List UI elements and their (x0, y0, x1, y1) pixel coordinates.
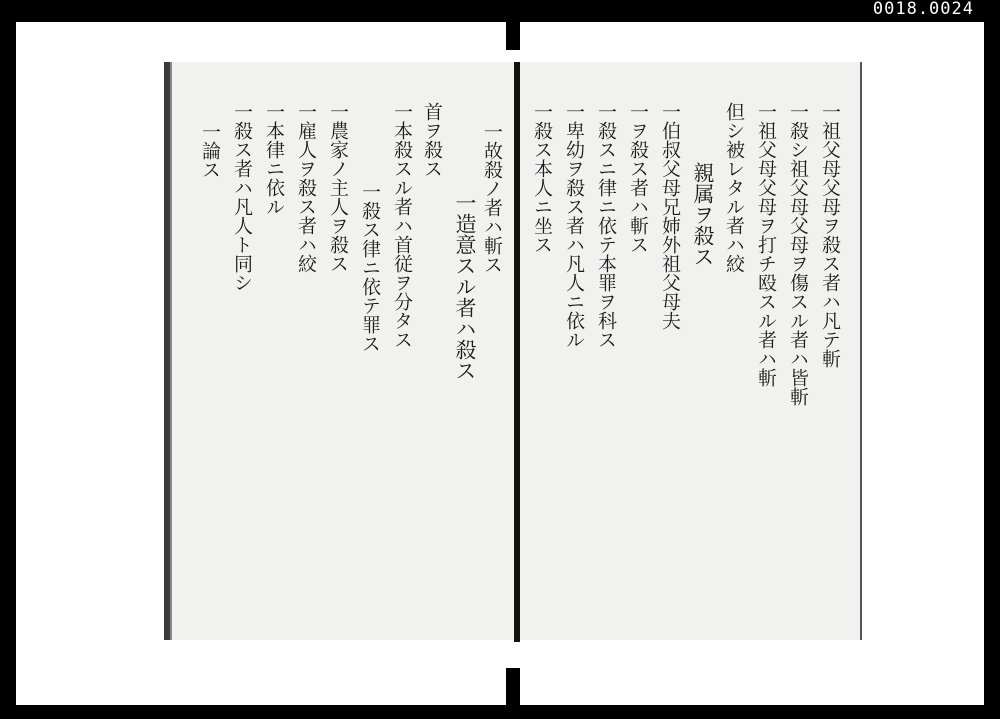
right-column-5: 親属ヲ殺ス (691, 162, 715, 267)
right-column-10: 一殺ス本人ニ坐ス (531, 102, 553, 254)
right-column-8: 一殺スニ律ニ依テ本罪ヲ科ス (595, 102, 617, 349)
left-column-7: 一雇人ヲ殺ス者ハ絞 (295, 102, 317, 273)
left-column-2: 一造意スル者ハ殺ス (453, 192, 477, 381)
left-column-5: 一殺ス律ニ依テ罪ス (359, 182, 381, 353)
film-gap-top (506, 22, 520, 50)
right-page (520, 62, 862, 640)
left-column-4: 一本殺スル者ハ首従ヲ分タス (391, 102, 413, 349)
right-column-6: 一伯叔父母兄姉外祖父母夫 (659, 102, 681, 330)
right-column-7: 一ヲ殺ス者ハ斬ス (627, 102, 649, 254)
open-book (164, 62, 864, 642)
right-column-4: 但シ被レタル者ハ絞 (723, 102, 745, 273)
right-column-1: 一祖父母父母ヲ殺ス者ハ凡テ斬 (819, 102, 841, 368)
left-page (164, 62, 520, 640)
film-gap-bottom (506, 668, 520, 705)
right-column-9: 一卑幼ヲ殺ス者ハ凡人ニ依ル (563, 102, 585, 349)
left-column-6: 一農家ノ主人ヲ殺ス (327, 102, 349, 273)
right-column-3: 一祖父母父母ヲ打チ殴スル者ハ斬 (755, 102, 777, 387)
frame-number: 0018.0024 (872, 0, 974, 19)
left-column-1: 一故殺ノ者ハ斬ス (481, 122, 503, 274)
left-column-8: 一本律ニ依ル (263, 102, 285, 216)
left-column-9: 一殺ス者ハ凡人ト同シ (231, 102, 253, 292)
left-column-10: 一論ス (199, 122, 221, 179)
left-column-3: 首ヲ殺ス (421, 102, 443, 178)
right-column-2: 一殺シ祖父母父母ヲ傷スル者ハ皆斬 (787, 102, 809, 406)
